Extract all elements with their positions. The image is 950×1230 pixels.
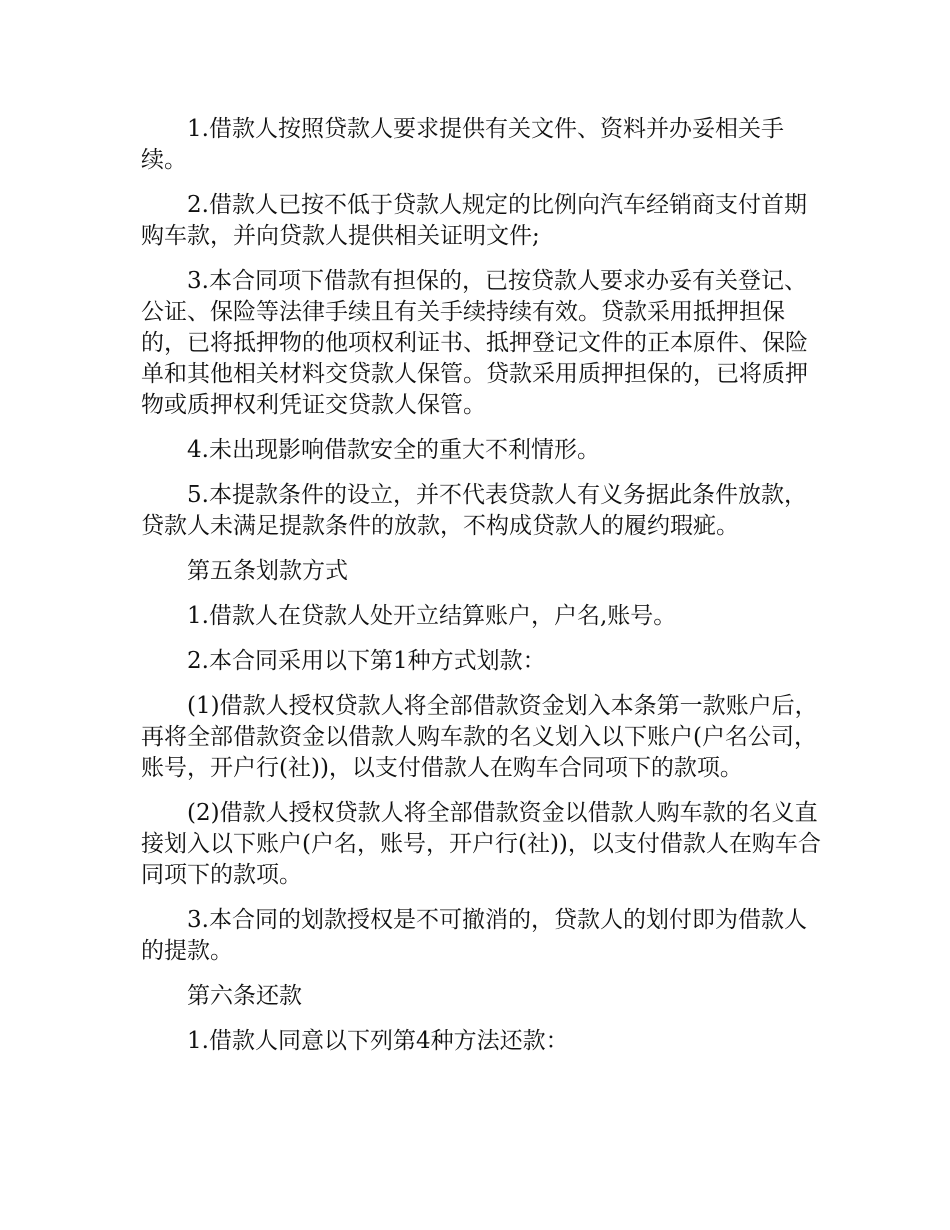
article-5-item-2: 2.本合同采用以下第1种方式划款： xyxy=(187,648,546,674)
clause-paragraph-4: 4.未出现影响借款安全的重大不利情形。 xyxy=(187,437,600,463)
article-5-option-1: (1)借款人授权贷款人将全部借款资金划入本条第一款账户后，再将全部借款资金以借款人购车款的名义划入以下账户(户名公司，账号，开户行(社))，以支付借款人在购车合同项下的款项。 xyxy=(141,693,818,781)
clause-paragraph-3: 3.本合同项下借款有担保的，已按贷款人要求办妥有关登记、公证、保险等法律手续且有关手续持续有效。贷款采用抵押担保的，已将抵押物的他项权利证书、抵押登记文件的正本原件、保险单和其他相关材料交贷款人保管。贷款采用质押担保的，已将质押物或质押权利凭证交贷款人保管。 xyxy=(141,268,808,418)
document-body xyxy=(141,114,823,1071)
article-5-item-1: 1.借款人在贷款人处开立结算账户，户名,账号。 xyxy=(187,603,677,629)
clause-paragraph-1: 1.借款人按照贷款人要求提供有关文件、资料并办妥相关手续。 xyxy=(141,116,784,173)
article-6-item-1: 1.借款人同意以下列第4种方法还款： xyxy=(187,1028,569,1054)
article-5-heading: 第五条划款方式 xyxy=(187,558,348,584)
clause-paragraph-5: 5.本提款条件的设立，并不代表贷款人有义务据此条件放款，贷款人未满足提款条件的放款，不构成贷款人的履约瑕疵。 xyxy=(141,482,807,539)
clause-paragraph-2: 2.借款人已按不低于贷款人规定的比例向汽车经销商支付首期购车款，并向贷款人提供相关证明文件; xyxy=(141,192,807,249)
article-6-heading: 第六条还款 xyxy=(187,983,302,1009)
article-5-item-3: 3.本合同的划款授权是不可撤消的，贷款人的划付即为借款人的提款。 xyxy=(141,907,807,964)
article-5-option-2: (2)借款人授权贷款人将全部借款资金以借款人购车款的名义直接划入以下账户(户名，账号，开户行(社))，以支付借款人在购车合同项下的款项。 xyxy=(141,800,821,888)
